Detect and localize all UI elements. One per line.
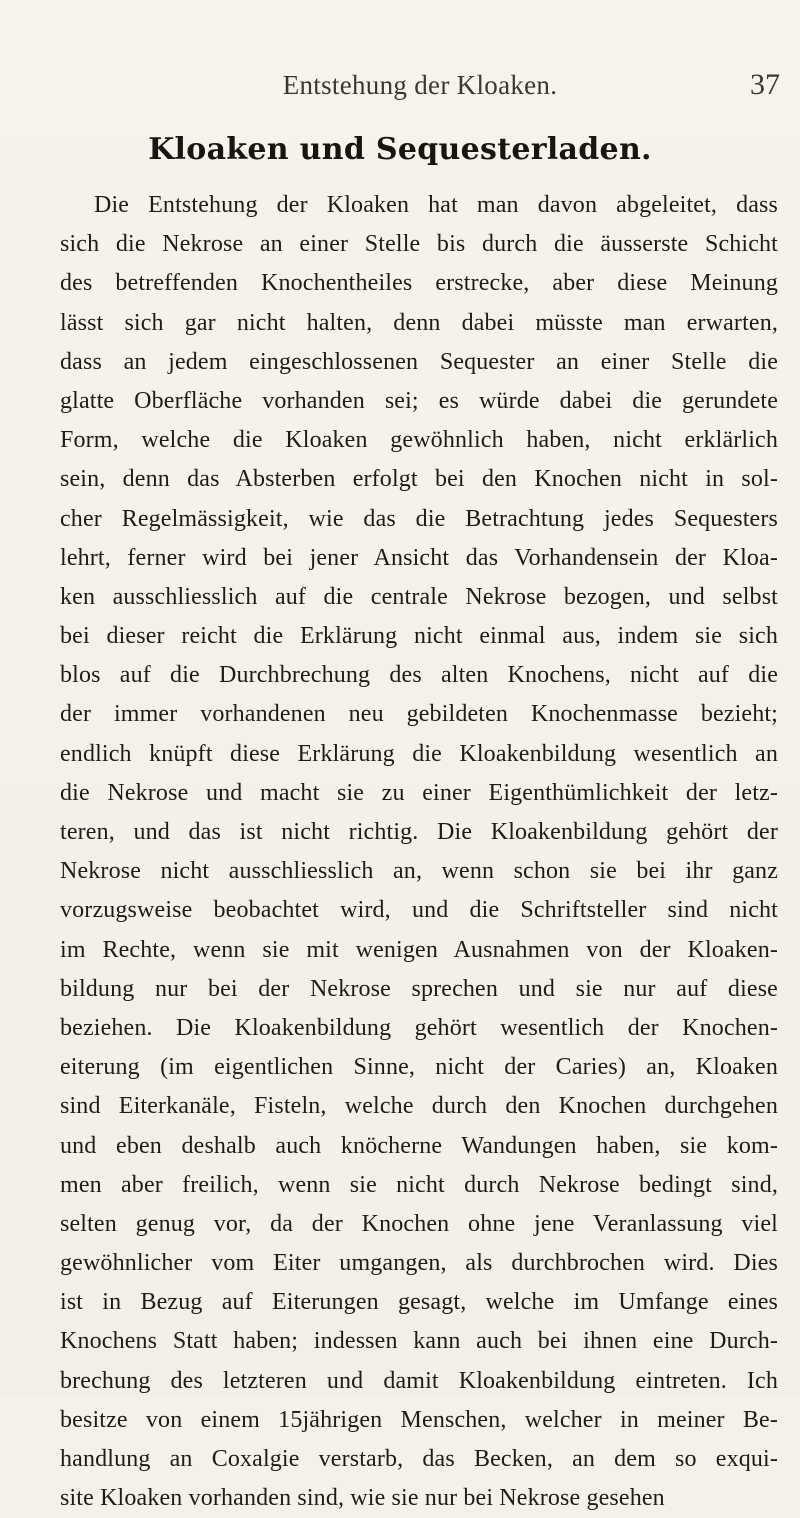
text-line: lässt sich gar nicht halten, denn dabei müsste man erwarten,: [60, 309, 778, 336]
running-head: [60, 70, 780, 110]
text-line: bildung nur bei der Nekrose sprechen und sie nur auf diese: [60, 975, 778, 1002]
text-line: Knochens Statt haben; indessen kann auch bei ihnen eine Durch-: [60, 1328, 778, 1355]
body-paragraph: [60, 186, 778, 1518]
text-line: beziehen. Die Kloakenbildung gehört wesentlich der Knochen-: [60, 1014, 778, 1041]
text-line: sein, denn das Absterben erfolgt bei den Knochen nicht in sol-: [60, 466, 778, 493]
text-line: die Nekrose und macht sie zu einer Eigenthümlichkeit der letz-: [60, 779, 778, 806]
text-line: men aber freilich, wenn sie nicht durch Nekrose bedingt sind,: [60, 1171, 778, 1198]
text-line: brechung des letzteren und damit Kloakenbildung eintreten. Ich: [60, 1367, 778, 1394]
text-line: der immer vorhandenen neu gebildeten Knochenmasse bezieht;: [60, 701, 778, 728]
text-line: und eben deshalb auch knöcherne Wandungen haben, sie kom-: [60, 1132, 778, 1159]
text-line: teren, und das ist nicht richtig. Die Kloakenbildung gehört der: [60, 819, 778, 845]
text-line: sind Eiterkanäle, Fisteln, welche durch den Knochen durchgehen: [60, 1093, 778, 1120]
text-line: vorzugsweise beobachtet wird, und die Schriftsteller sind nicht: [60, 897, 778, 924]
text-line: Die Entstehung der Kloaken hat man davon abgeleitet, dass: [94, 192, 778, 218]
text-line: Form, welche die Kloaken gewöhnlich haben, nicht erklärlich: [60, 427, 778, 454]
text-line: ken ausschliesslich auf die centrale Nekrose bezogen, und selbst: [60, 583, 778, 610]
text-line: im Rechte, wenn sie mit wenigen Ausnahmen von der Kloaken-: [60, 936, 778, 963]
text-line: selten genug vor, da der Knochen ohne jene Veranlassung viel: [60, 1210, 778, 1237]
text-line: dass an jedem eingeschlossenen Sequester an einer Stelle die: [60, 348, 778, 375]
text-line: bei dieser reicht die Erklärung nicht einmal aus, indem sie sich: [60, 623, 778, 650]
text-line: cher Regelmässigkeit, wie das die Betrachtung jedes Sequesters: [60, 505, 778, 532]
text-line: endlich knüpft diese Erklärung die Kloakenbildung wesentlich an: [60, 740, 778, 767]
text-line: handlung an Coxalgie verstarb, das Becken, an dem so exqui-: [60, 1446, 778, 1472]
text-line: Nekrose nicht ausschliesslich an, wenn schon sie bei ihr ganz: [60, 858, 778, 885]
text-line: ist in Bezug auf Eiterungen gesagt, welche im Umfange eines: [60, 1289, 778, 1316]
text-line: blos auf die Durchbrechung des alten Knochens, nicht auf die: [60, 662, 778, 689]
text-line: besitze von einem 15jährigen Menschen, welcher in meiner Be-: [60, 1406, 778, 1433]
text-line: gewöhnlicher vom Eiter umgangen, als durchbrochen wird. Dies: [60, 1250, 778, 1277]
section-heading: Kloaken und Sequesterladen.: [148, 132, 652, 167]
text-line: site Kloaken vorhanden sind, wie sie nur bei Nekrose gesehen: [60, 1485, 665, 1512]
text-line: des betreffenden Knochentheiles erstrecke, aber diese Meinung: [60, 270, 778, 297]
running-title: Entstehung der Kloaken.: [282, 70, 558, 100]
page-number: 37: [750, 68, 780, 101]
text-line: sich die Nekrose an einer Stelle bis durch die äusserste Schicht: [60, 231, 778, 258]
text-line: glatte Oberfläche vorhanden sei; es würde dabei die gerundete: [60, 387, 778, 414]
text-line: lehrt, ferner wird bei jener Ansicht das Vorhandensein der Kloa-: [60, 544, 778, 571]
text-line: eiterung (im eigentlichen Sinne, nicht der Caries) an, Kloaken: [60, 1054, 778, 1081]
